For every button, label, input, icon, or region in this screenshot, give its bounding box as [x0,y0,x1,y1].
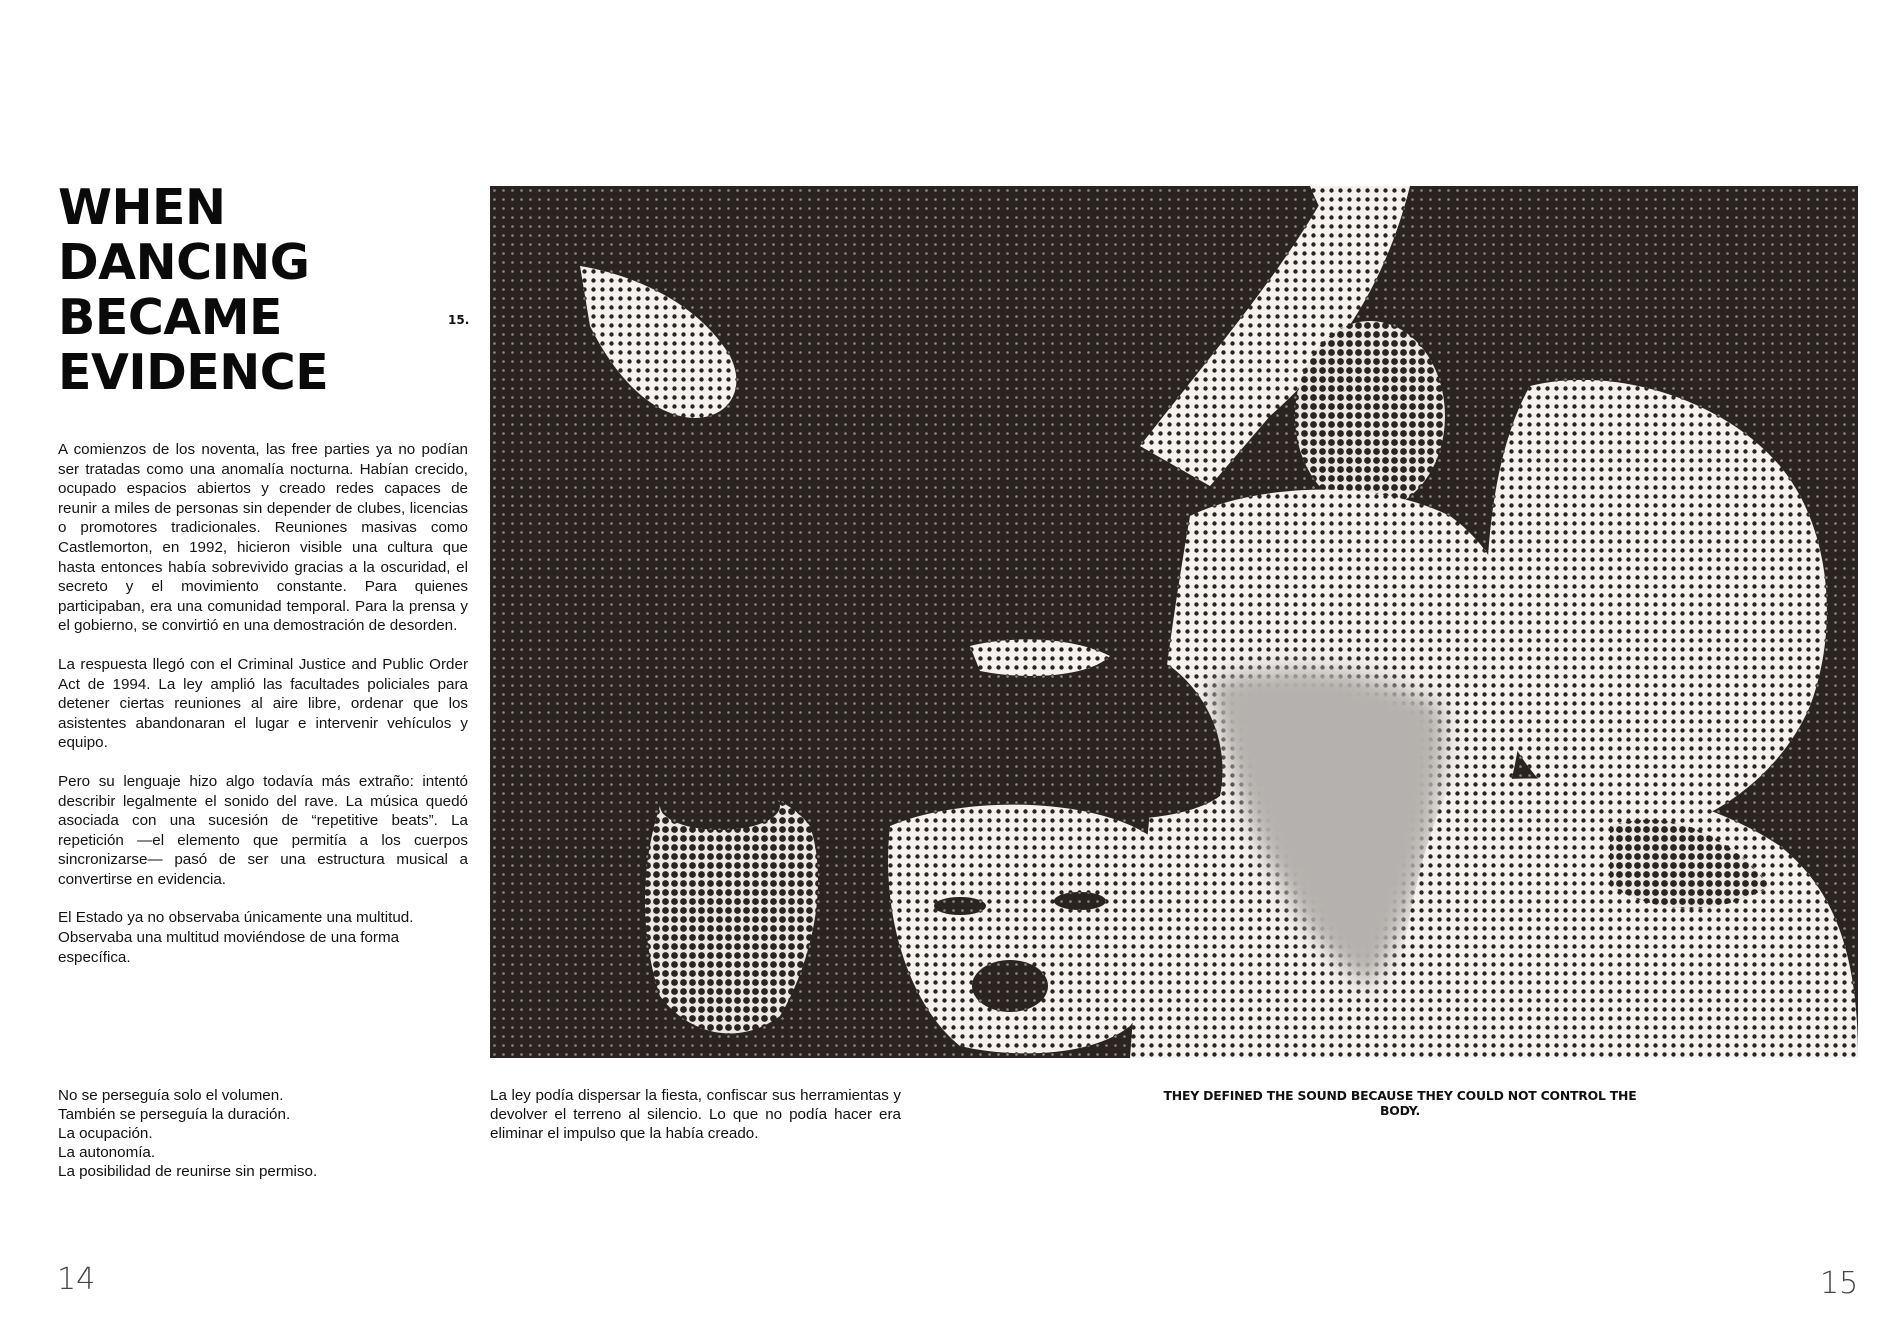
body-paragraph: El Estado ya no observaba únicamente una multitud. Observaba una multitud moviéndose de una forma específica. [58,909,414,966]
halftone-image [490,186,1858,1058]
body-paragraph: La respuesta llegó con el Criminal Justice and Public Order Act de 1994. La ley amplió las facultades policiales para detener ciertas reuniones al aire libre, ordenar que los asistentes abandonaran el lugar e intervenir vehículos y equipo. [58,655,468,752]
title-line: DANCING [58,234,310,291]
body-text [58,440,468,986]
halftone-crowd-photo [490,186,1858,1058]
body-paragraph: A comienzos de los noventa, las free parties ya no podían ser tratadas como una anomalía nocturna. Habían crecido, ocupado espacios abiertos y creado redes capaces de reunir a miles de personas sin depender de clubes, licencias o promotores tradicionales. Reuniones masivas como Castlemorton, en 1992, hicieron visible una cultura que hasta entonces había sobrevivido gracias a la oscuridad, el secreto y el movimiento constante. Para quienes participaban, era una comunidad temporal. Para la prensa y el gobierno, se convirtió en una demostración de desorden. [58,441,468,635]
middle-paragraph: La ley podía dispersar la fiesta, confiscar sus herramientas y devolver el terreno al silencio. Lo que no podía hacer era eliminar el impulso que la había creado. [490,1087,901,1142]
page-number-left: 14 [57,1262,96,1297]
body-paragraph: Pero su lenguaje hizo algo todavía más extraño: intentó describir legalmente el sonido del rave. La música quedó asociada con una sucesión de “repetitive beats”. La repetición —el elemento que permitía a los cuerpos sincronizarse— pasó de ser una estructura musical a convertirse en evidencia. [58,772,468,888]
page-number-right: 15 [1820,1266,1859,1301]
section-number: 15. [448,313,470,327]
emphasis-list [58,1086,438,1181]
list-line: No se perseguía solo el volumen. [58,1087,284,1104]
photo-caption: THEY DEFINED THE SOUND BECAUSE THEY COULD NOT CONTROL THE BODY. [1163,1088,1637,1118]
list-line: También se perseguía la duración. [58,1106,291,1123]
article-title [58,180,328,400]
list-line: La posibilidad de reunirse sin permiso. [58,1163,318,1180]
list-line: La ocupación. [58,1125,153,1142]
title-line: WHEN [58,179,226,236]
title-line: EVIDENCE [58,344,329,401]
list-line: La autonomía. [58,1144,156,1161]
title-line: BECAME [58,289,282,346]
